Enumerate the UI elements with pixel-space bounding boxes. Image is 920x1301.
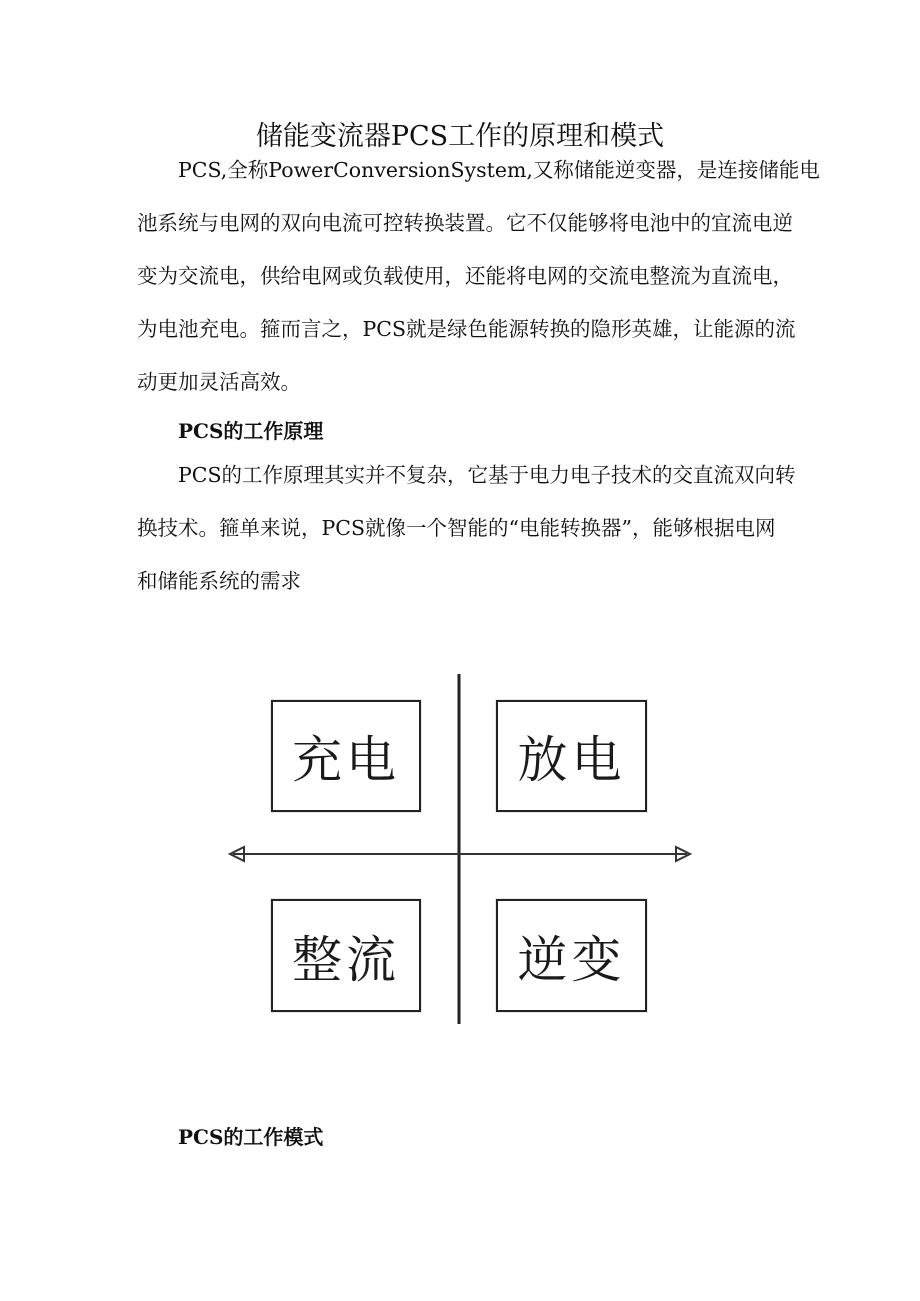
quadrant-rectify: 整流 [271,899,421,1012]
intro-line: 变为交流电，供给电网或负载使用，还能将电网的交流电整流为直流电， [137,264,793,288]
intro-line: 为电池充电。箍而言之，PCS就是绿色能源转换的隐形英雄，让能源的流 [137,317,796,341]
quadrant-discharge: 放电 [496,700,647,812]
principle-line: PCS的工作原理其实并不复杂，它基于电力电子技术的交直流双向转 [178,463,796,487]
intro-line: 池系统与电网的双向电流可控转换装置。它不仅能够将电池中的宜流电逆 [137,211,793,235]
intro-line: PCS,全称PowerConversionSystem,又称储能逆变器，是连接储能电 [178,158,820,182]
section-heading-principle: PCS的工作原理 [178,419,324,443]
quadrant-invert: 逆变 [496,899,647,1012]
document-title: 储能变流器PCS工作的原理和模式 [255,121,665,152]
pcs-quadrant-diagram [225,672,695,1028]
section-heading-modes: PCS的工作模式 [178,1125,324,1149]
principle-paragraph [137,449,796,608]
principle-line: 换技术。箍单来说，PCS就像一个智能的“电能转换器”，能够根据电网 [137,516,776,540]
intro-line: 动更加灵活高效。 [137,370,301,394]
principle-line: 和储能系统的需求 [137,569,301,593]
quadrant-charge: 充电 [271,700,421,812]
intro-paragraph [137,144,820,409]
